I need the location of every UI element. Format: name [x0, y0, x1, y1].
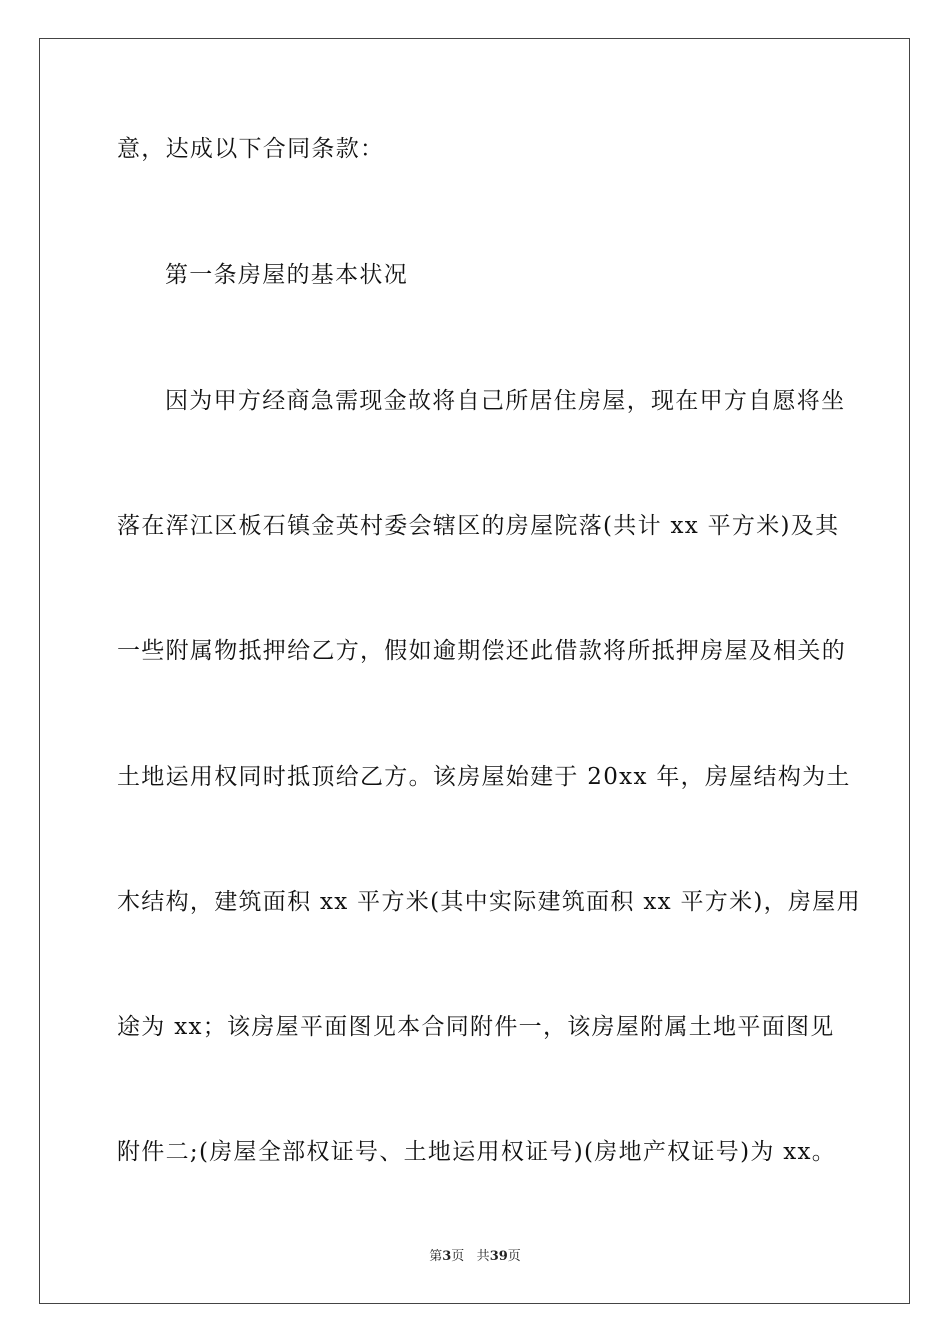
section-heading: 第一条房屋的基本状况 — [165, 262, 408, 288]
paragraph-line-6: 土地运用权同时抵顶给乙方。该房屋始建于 20xx 年，房屋结构为土 — [117, 764, 851, 790]
page-suffix: 页 — [451, 1249, 465, 1264]
total-suffix: 页 — [507, 1249, 521, 1264]
page-border — [39, 38, 910, 1304]
paragraph-line-9: 附件二;(房屋全部权证号、土地运用权证号)(房地产权证号)为 xx。 — [117, 1139, 837, 1165]
page-prefix: 第 — [429, 1249, 443, 1264]
paragraph-line-8: 途为 xx；该房屋平面图见本合同附件一，该房屋附属土地平面图见 — [117, 1014, 835, 1040]
paragraph-line-3: 因为甲方经商急需现金故将自己所居住房屋，现在甲方自愿将坐 — [165, 388, 846, 414]
page-footer — [0, 1248, 950, 1266]
paragraph-line-5: 一些附属物抵押给乙方，假如逾期偿还此借款将所抵押房屋及相关的 — [117, 638, 846, 664]
total-prefix: 共 — [476, 1249, 490, 1264]
paragraph-line-7: 木结构，建筑面积 xx 平方米(其中实际建筑面积 xx 平方米)，房屋用 — [117, 889, 861, 915]
total-pages: 39 — [489, 1249, 508, 1264]
paragraph-line-4: 落在浑江区板石镇金英村委会辖区的房屋院落(共计 xx 平方米)及其 — [117, 513, 840, 539]
page-number: 3 — [442, 1249, 452, 1264]
paragraph-line-1: 意，达成以下合同条款： — [117, 136, 385, 162]
